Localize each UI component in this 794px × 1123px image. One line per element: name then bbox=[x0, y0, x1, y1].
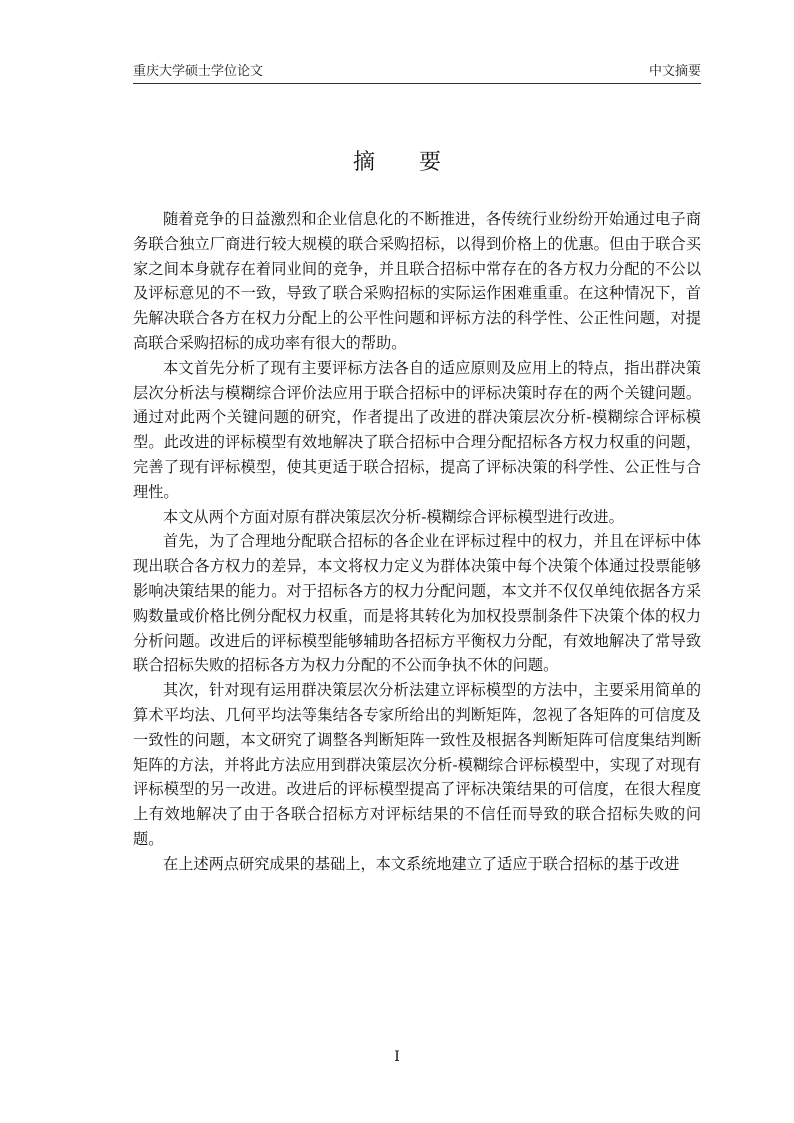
abstract-body bbox=[133, 207, 701, 877]
abstract-paragraph: 本文首先分析了现有主要评标方法各自的适应原则及应用上的特点，指出群决策层次分析法与模糊综合评价法应用于联合招标中的评标决策时存在的两个关键问题。通过对此两个关键问题的研究，作者提出了改进的群决策层次分析-模糊综合评标模型。此改进的评标模型有效地解决了联合招标中合理分配招标各方权力权重的问题，完善了现有评标模型，使其更适于联合招标，提高了评标决策的科学性、公正性与合理性。 bbox=[133, 358, 701, 501]
running-header bbox=[133, 62, 701, 82]
abstract-paragraph: 本文从两个方面对原有群决策层次分析-模糊综合评标模型进行改进。 bbox=[163, 507, 624, 526]
abstract-paragraph: 其次，针对现有运用群决策层次分析法建立评标模型的方法中，主要采用简单的算术平均法、几何平均法等集结各专家所给出的判断矩阵，忽视了各矩阵的可信度及一致性的问题，本文研究了调整各判断矩阵一致性及根据各判断矩阵可信度集结判断矩阵的方法，并将此方法应用到群决策层次分析-模糊综合评标模型中，实现了对现有评标模型的另一改进。改进后的评标模型提高了评标决策结果的可信度，在很大程度上有效地解决了由于各联合招标方对评标结果的不信任而导致的联合招标失败的问题。 bbox=[133, 681, 701, 848]
abstract-paragraph: 随着竞争的日益激烈和企业信息化的不断推进，各传统行业纷纷开始通过电子商务联合独立厂商进行较大规模的联合采购招标，以得到价格上的优惠。但由于联合买家之间本身就存在着同业间的竞争，并且联合招标中常存在的各方权力分配的不公以及评标意见的不一致，导致了联合采购招标的实际运作困难重重。在这种情况下，首先解决联合各方在权力分配上的公平性问题和评标方法的科学性、公正性问题，对提高联合采购招标的成功率有很大的帮助。 bbox=[133, 210, 701, 352]
page-title: 摘要 bbox=[352, 150, 485, 175]
header-thesis-title: 重庆大学硕士学位论文 bbox=[133, 64, 264, 79]
page-number: I bbox=[394, 1049, 400, 1065]
header-rule bbox=[133, 83, 701, 84]
abstract-paragraph: 首先，为了合理地分配联合招标的各企业在评标过程中的权力，并且在评标中体现出联合各方权力的差异，本文将权力定义为群体决策中每个决策个体通过投票能够影响决策结果的能力。对于招标各方的权力分配问题，本文并不仅仅单纯依据各方采购数量或价格比例分配权力权重，而是将其转化为加权投票制条件下决策个体的权力分析问题。改进后的评标模型能够辅助各招标方平衡权力分配，有效地解决了常导致联合招标失败的招标各方为权力分配的不公而争执不休的问题。 bbox=[133, 532, 701, 675]
header-section-name: 中文摘要 bbox=[648, 64, 701, 79]
abstract-paragraph: 在上述两点研究成果的基础上，本文系统地建立了适应于联合招标的基于改进 bbox=[163, 854, 680, 873]
